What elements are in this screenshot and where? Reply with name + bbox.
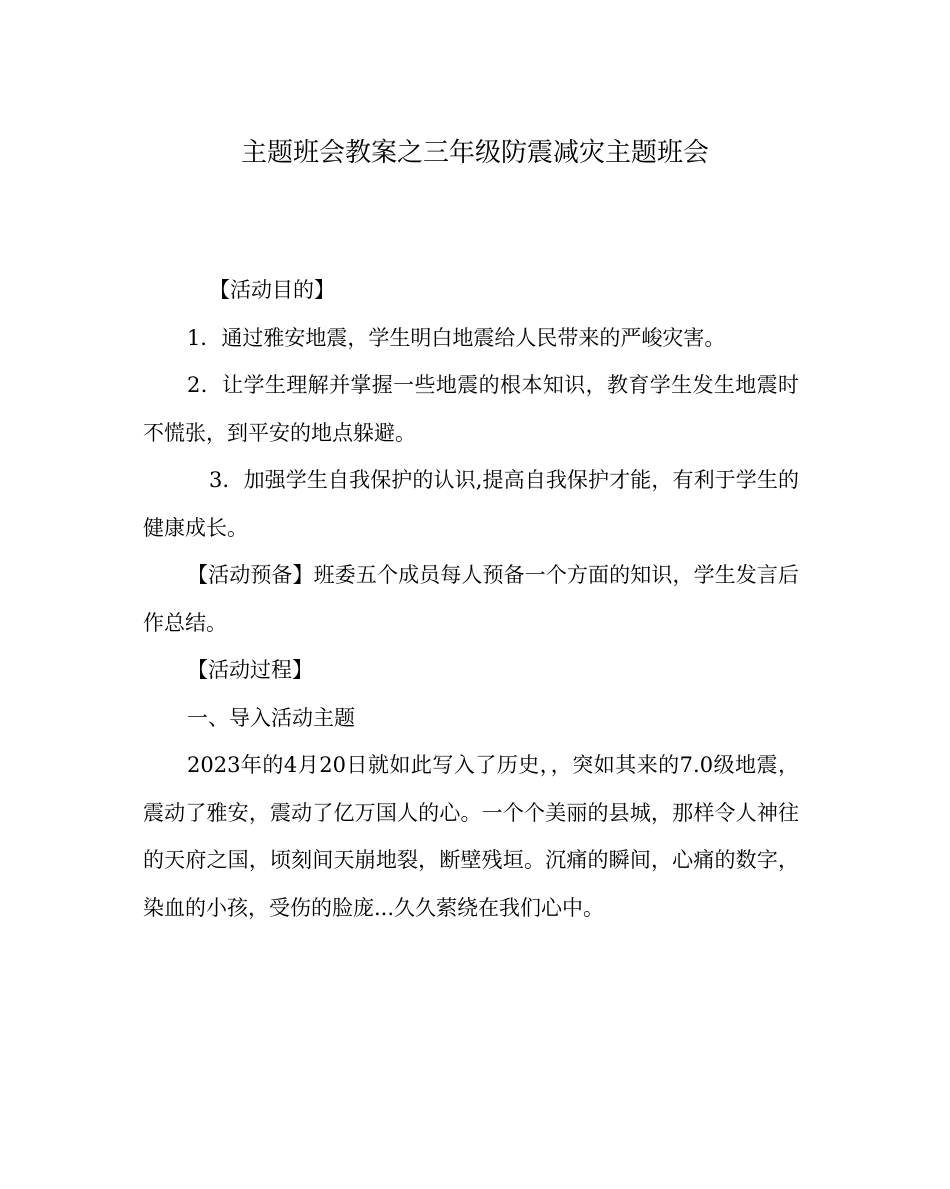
section-heading-process: 【活动过程】: [187, 658, 313, 682]
purpose-item-2: 2．让学生理解并掌握一些地震的根本知识，教育学生发生地震时不慌张，到平安的地点躲避。: [143, 373, 799, 445]
document-body: [143, 267, 799, 932]
purpose-item-3: 3．加强学生自我保护的认识,提高自我保护才能，有利于学生的健康成长。: [143, 468, 799, 540]
preparation-paragraph: 【活动预备】班委五个成员每人预备一个方面的知识，学生发言后作总结。: [143, 563, 799, 635]
document-title: 主题班会教案之三年级防震减灾主题班会: [240, 138, 709, 168]
section-heading-purpose: 【活动目的】: [209, 278, 335, 302]
purpose-item-1: 1．通过雅安地震，学生明白地震给人民带来的严峻灾害。: [187, 325, 726, 350]
subsection-heading-intro: 一、导入活动主题: [187, 705, 355, 730]
intro-paragraph: 2023年的4月20日就如此写入了历史，，突如其来的7.0级地震，震动了雅安，震动了亿万国人的心。一个个美丽的县城，那样令人神往的天府之国，顷刻间天崩地裂，断壁残垣。沉痛的瞬间，心痛的数字，染血的小孩，受伤的脸庞...久久萦绕在我们心中。: [143, 753, 799, 920]
